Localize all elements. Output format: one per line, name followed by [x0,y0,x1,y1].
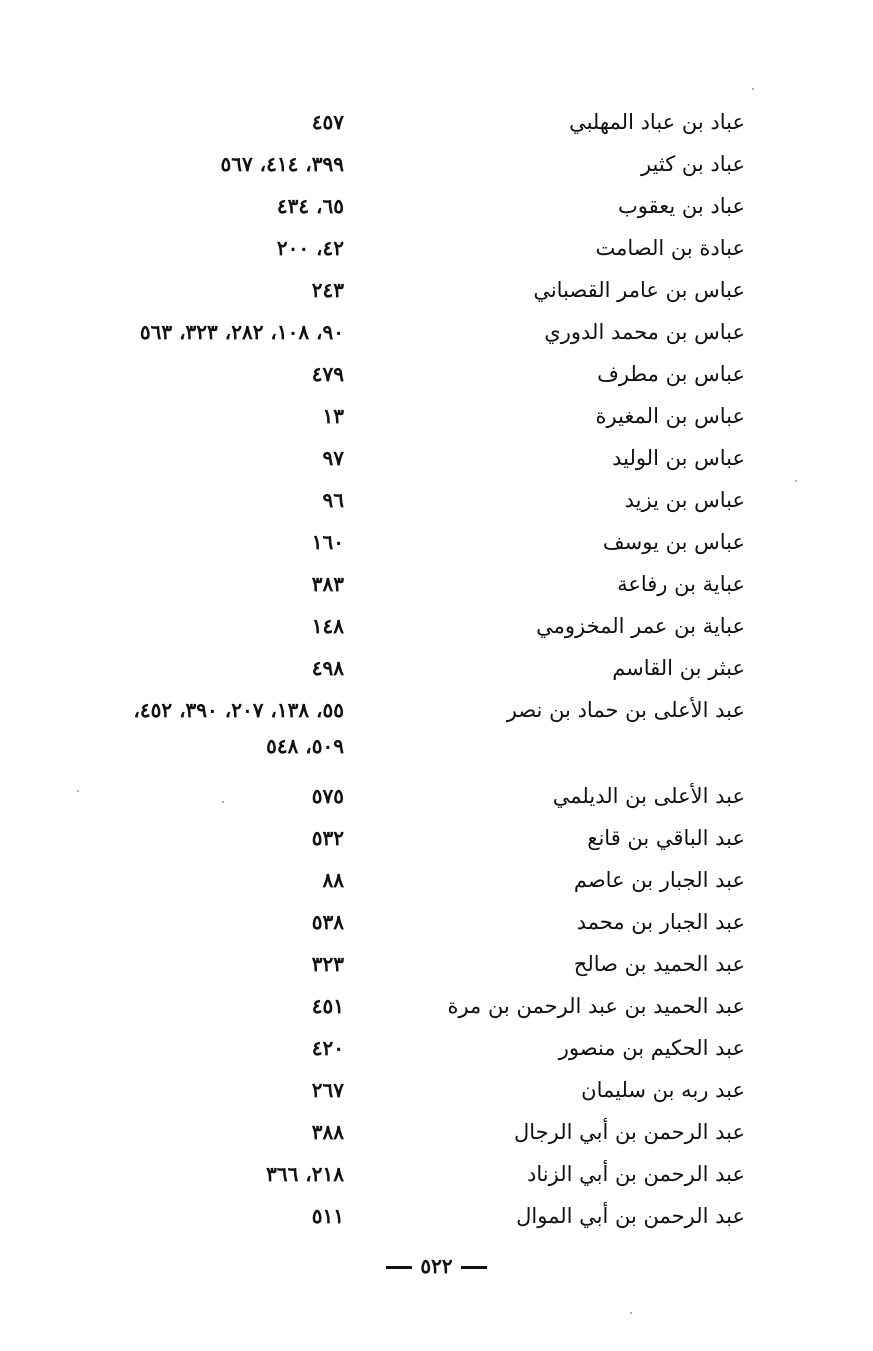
entry-name: عبد الرحمن بن أبي الزناد [527,1162,745,1186]
entry-pages: ٣٨٨ [311,1120,344,1144]
entry-pages: ٥٣٢ [311,826,344,850]
index-entry [0,820,873,862]
scan-speck [795,480,797,482]
name-index-list [0,104,873,1240]
entry-name: عباس بن المغيرة [595,404,745,428]
entry-name: عبادة بن الصامت [595,236,745,260]
index-entry [0,314,873,356]
entry-name: عباس بن يزيد [624,488,745,512]
entry-pages: ٥١١ [311,1204,344,1228]
entry-name: عباس بن محمد الدوري [544,320,745,344]
scan-speck [77,790,79,792]
entry-pages: ٤٢٠ [311,1036,344,1060]
entry-pages: ٣٨٣ [311,572,344,596]
entry-pages: ٢١٨، ٣٦٦ [266,1162,344,1186]
index-entry [0,778,873,820]
entry-name: عباد بن كثير [640,152,745,176]
index-entry [0,1198,873,1240]
entry-pages: ٣٩٩، ٤١٤، ٥٦٧ [220,152,344,176]
entry-name: عباد بن يعقوب [617,194,745,218]
page-number-footer [0,1254,873,1278]
index-entry [0,650,873,692]
entry-pages: ٩٧ [322,446,344,470]
index-entry [0,566,873,608]
index-entry [0,104,873,146]
entry-pages: ٤٥١ [311,994,344,1018]
entry-name: عباس بن عامر القصباني [533,278,745,302]
entry-name: عبد الأعلى بن حماد بن نصر [506,698,745,722]
entry-name: عباس بن يوسف [602,530,745,554]
scan-speck [222,801,224,803]
page-number: ٥٢٢ [420,1254,453,1278]
entry-name: عبثر بن القاسم [612,656,745,680]
entry-name: عباس بن مطرف [597,362,745,386]
index-entry [0,188,873,230]
entry-name: عبد الجبار بن عاصم [573,868,745,892]
entry-pages: ٩٦ [322,488,344,512]
entry-pages: ٦٥، ٤٣٤ [276,194,344,218]
entry-pages: ١٣ [322,404,344,428]
entry-name: عباية بن عمر المخزومي [536,614,745,638]
index-entry-continuation [0,734,873,772]
entry-pages: ٥٧٥ [311,784,344,808]
scan-speck [630,1312,632,1314]
index-entry [0,524,873,566]
index-entry [0,1072,873,1114]
index-entry [0,482,873,524]
entry-pages: ٢٦٧ [311,1078,344,1102]
entry-name: عبد الرحمن بن أبي الرجال [514,1120,745,1144]
index-entry [0,608,873,650]
entry-pages: ١٤٨ [311,614,344,638]
entry-pages: ٤٧٩ [311,362,344,386]
entry-pages: ٨٨ [322,868,344,892]
index-entry [0,692,873,734]
scan-speck [752,88,754,90]
entry-pages: ٤٥٧ [311,110,344,134]
entry-pages: ٥٥، ١٣٨، ٢٠٧، ٣٩٠، ٤٥٢، [133,698,344,722]
index-entry [0,230,873,272]
entry-name: عبد الحميد بن صالح [573,952,745,976]
entry-name: عبد الباقي بن قانع [587,826,745,850]
entry-name: عبد ربه بن سليمان [581,1078,745,1102]
entry-name: عبد الحكيم بن منصور [558,1036,745,1060]
index-entry [0,356,873,398]
entry-pages: ٩٠، ١٠٨، ٢٨٢، ٣٢٣، ٥٦٣ [139,320,344,344]
entry-name: عبد الأعلى بن الديلمي [552,784,745,808]
entry-pages-continuation: ٥٠٩، ٥٤٨ [266,734,344,758]
entry-pages: ٤٩٨ [311,656,344,680]
entry-name: عبد الحميد بن عبد الرحمن بن مرة [447,994,745,1018]
entry-name: عباية بن رفاعة [617,572,745,596]
index-entry [0,440,873,482]
index-entry [0,146,873,188]
index-entry [0,988,873,1030]
dash-left [386,1266,412,1269]
entry-name: عبد الرحمن بن أبي الموال [516,1204,745,1228]
index-entry [0,946,873,988]
entry-pages: ١٦٠ [311,530,344,554]
index-entry [0,862,873,904]
entry-pages: ٣٢٣ [311,952,344,976]
entry-name: عباس بن الوليد [612,446,745,470]
index-entry [0,1030,873,1072]
entry-pages: ٤٢، ٢٠٠ [276,236,344,260]
entry-pages: ٢٤٣ [311,278,344,302]
entry-name: عبد الجبار بن محمد [576,910,745,934]
entry-name: عباد بن عباد المهلبي [569,110,745,134]
index-entry [0,904,873,946]
index-entry [0,1114,873,1156]
dash-right [461,1266,487,1269]
entry-pages: ٥٣٨ [311,910,344,934]
index-entry [0,398,873,440]
index-entry [0,1156,873,1198]
index-entry [0,272,873,314]
